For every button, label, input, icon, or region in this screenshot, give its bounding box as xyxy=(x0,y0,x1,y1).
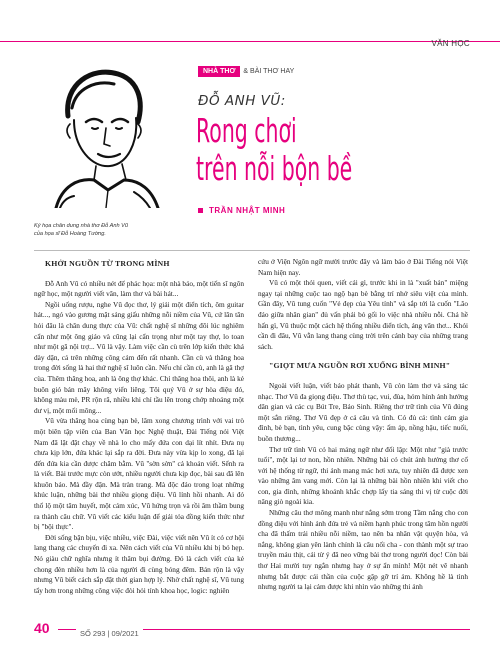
title-line-1: Rong chơi xyxy=(196,111,297,150)
section-heading: "GIỌT MƯA NGUỒN RƠI XUỐNG BÌNH MINH" xyxy=(269,361,451,371)
byline-square-icon xyxy=(198,208,203,213)
article-title xyxy=(196,112,352,188)
paragraph: Vũ vừa thăng hoa cùng bạn bè, lâm xong chương trình với vai trò một biên tập viên của Ban Văn học Nghệ thuật, Đài Tiếng nói Việt Nam đã lặt đặt chạy về nhà lo cho mấy đứa con dại lít nhít. Đưa nụ chưa kịp lớn, đứa khác lại sắp ra đời. Đưa này vừa kịp lo xong, đã lại đến đứa kia cần được chăm bẵm. Vũ "sờn sờn" cả khoản viết. Sểnh ra là viết. Bài trước mực còn ướt, nhiều người chưa kịp đọc, bài sau đã lên khuôn báo. Mà đầy đặn. Mà tràn trang. Mà độc đáo trong loạt những khúc luận, những bài thơ nhiều giọng điệu. Vũ lính hồi nhanh. Ai đó thổ lộ một tâm huyết, một cảm xúc, Vũ hứng trọn và rồi âm thầm bung ra thành câu chữ. Vũ viết các kiểu luận để giải tỏa đồng kiến thức như bị "bội thực". xyxy=(34,416,244,532)
paragraph: Đời sống bận bịu, việc nhiều, việc Đài, việc viết nên Vũ ít có cơ hội lang thang các chuyến đi xa. Nên cách viết của Vũ nhiều khi bị bó hẹp. Nó giàu chữ nghĩa nhưng ít thâm bụi đường. Đó là cách viết của kẻ chong đèn nhiều hơn là của người đi cùng bóng đêm. Bản rộn là vậy nhưng Vũ biết cách sắp đặt thời gian hợp lý. Nhờ chất nghệ sĩ, Vũ tung tẩy hơn trong những công việc đòi hỏi tính khoa học, logic: nghiên xyxy=(34,532,244,595)
category-label xyxy=(198,66,294,77)
section-heading: KHỞI NGUỒN TỪ TRONG MÌNH xyxy=(45,259,170,268)
paragraph: Vũ có một thói quen, viết cái gì, trước khi in là "xuất bản" miệng ngay tại những cuộc tao ngộ bạn bè bằng trí nhớ siêu việt của mình. Gần đây, Vũ tung cuốn "Vẻ đẹp của Yêu tính" và sắp tới là cuốn "Lão đáo giữa nhân gian" đủ vấn phải bỏ gối lo việc nhà nhiều nỗi. Chả hề hấn gì, Vũ thuộc một cách hệ thống nhiều điển tích, áng văn thơ... Khói cần đi đâu, Vũ vẫn lang thang cùng trời trên cánh bay của những trang sách. xyxy=(258,278,468,351)
paragraph: Đỗ Anh Vũ có nhiều nét để phác họa: một nhà báo, một tiến sĩ ngôn ngữ học, một người viết văn, làm thơ và bài hát... xyxy=(34,278,244,299)
title-line-2: trên nỗi bộn bề xyxy=(196,149,353,188)
page-number: 40 xyxy=(34,620,50,636)
paragraph: Ngồi uống rượu, nghe Vũ đọc thơ, lý giải một điển tích, ôm guitar hát..., ngó vào gương mặt sáng giấu những nỗi niềm của Vũ, cứ lăn tăn hỏi đâu là chân dung thực của Vũ: chất nghệ sĩ những đôi lúc nghiêm cẩn như một ông giáo và cũng lại cẩn trọng như một tay thợ, lo toan như một gã nội trợ... Vũ là vậy. Làm việc cần cù trên lớp kiến thức khá dày dặn, cả trên những công cảm đến rất nhanh. Cần cù và thăng hoa trong đời sống là hai thứ nghệ sĩ luôn cần. Nếu chỉ cần cù, anh là gã thợ cùa. Thêm thăng hoa, anh là ông thợ khác. Chỉ thăng hoa thôi, anh là kẻ buôn gió bán mây không viển liêng. Tôi quý Vũ ở sự hòa điệu đó, không màu mè, PR rộn rã, nhiều khi chỉ tầu lên trong chớp nhoáng một dư vị, một mối mông... xyxy=(34,299,244,415)
category-sub: & BÀI THƠ HAY xyxy=(243,68,295,75)
section-label: VĂN HỌC xyxy=(431,39,470,48)
portrait-caption: Ký họa chân dung nhà thơ Đỗ Anh Vũ của họa sĩ Đỗ Hoàng Tường. xyxy=(34,223,128,237)
header-rule xyxy=(0,41,500,42)
paragraph: cứu ở Viện Ngôn ngữ mười trước đây và làm báo ở Đài Tiếng nói Việt Nam hiện nay. xyxy=(258,257,468,277)
byline xyxy=(198,206,285,215)
right-column xyxy=(258,257,468,593)
byline-author: TRẦN NHẬT MINH xyxy=(209,206,286,215)
issue-label: SỐ 293 | 09/2021 xyxy=(76,629,143,638)
author-portrait-sketch xyxy=(34,58,160,208)
paragraph: Những câu thơ mông manh như nắng sớm trong Tầm nắng cho con đồng điệu với hình ảnh đứa trẻ và niềm hạnh phúc trong tâm hồn người cha đã thấm trải nhiều nỗi niềm, tao nên ba nhân vật quyện hòa, và nắng, không gian yên lành chính là câu nối cha - con thành một sự trao truyền máu thịt, cái từ ý đã neo vững bài thơ trong người đọc! Còn bài thơ Hai mười tuy ngắn nhưng hay ở sự ẩn mình! Một nét vẽ nhanh nhưng bắt được cái thần của cuộc gặp gỡ trí ảm. Không hề là tình nhưng người ta lại cảm được khi nhìn vào những thi ảnh xyxy=(258,508,468,592)
divider xyxy=(34,250,470,251)
category-main: NHÀ THƠ xyxy=(198,66,240,77)
paragraph: Ngoài viết luận, viết báo phát thanh, Vũ còn làm thơ và sáng tác nhạc. Thơ Vũ đa giọng điệu. Thơ thù tạc, vui, đùa, hóm hỉnh ảnh hưởng dân gian và các cụ Bút Tre, Bảo Sinh. Riêng thơ trữ tình của Vũ đúng một sắn riêng. Thơ Vũ đẹp ở cả câu và tình. Có đủ cả: tình cảm gia đình, bè bạn, tình yêu, cung bậc cùng vậy: ấm áp, nồng hậu, tiếc nuối, buồn thương... xyxy=(258,380,468,443)
poet-name: ĐỖ ANH VŨ: xyxy=(198,93,286,109)
left-column xyxy=(34,257,244,596)
paragraph: Thơ trữ tình Vũ có hai mảng ngữ như đối lập: Một như "già trước tuổi", một lại tơ non, hồn nhiên. Những bài có chút ảnh hưởng thơ cổ với hệ thống từ ngữ, thi ảnh mang mác hơi xưa, tuy nhiên đã được xen vào những âm vang mới. Còn lại là những bài hồn nhiên khi viết cho con, gia đình, những khoảnh khắc chợp lấy tia sáng thi vị từ cuộc đời nâng giò ngoài kia. xyxy=(258,444,468,507)
